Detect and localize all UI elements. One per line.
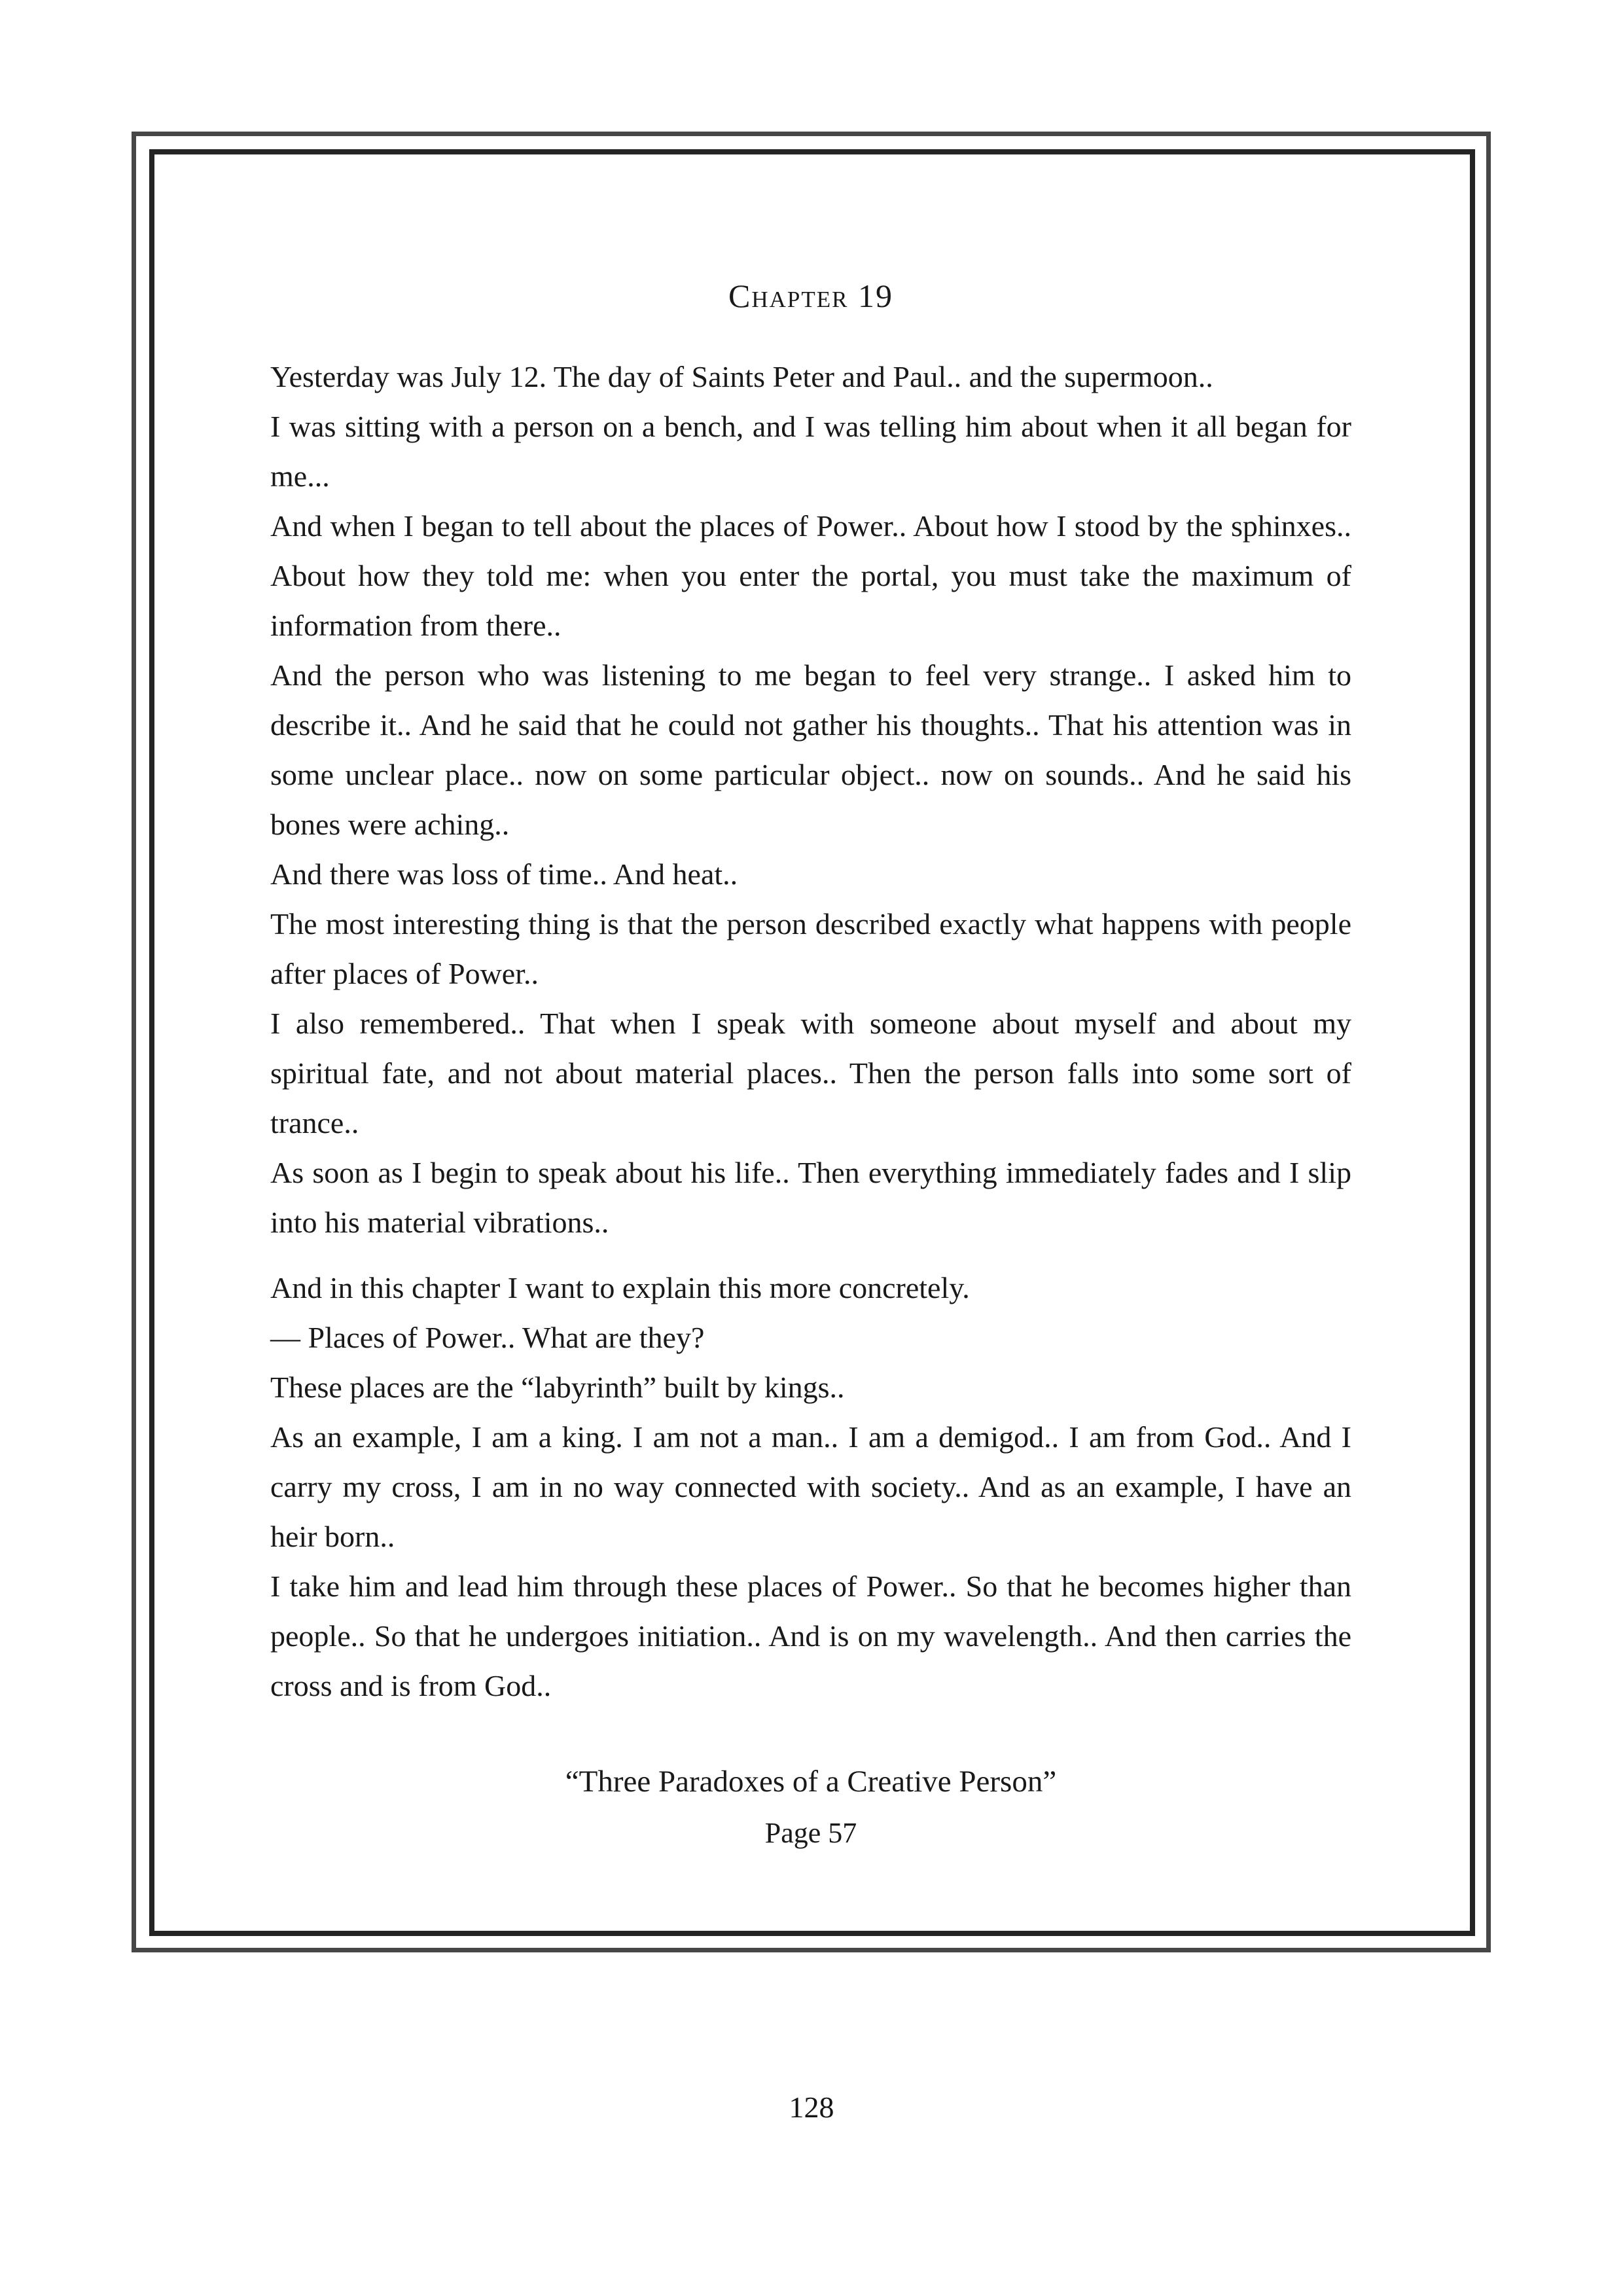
body-paragraph: As an example, I am a king. I am not a man.. I am a demigod.. I am from God.. And I carry my cross, I am in no way connected with society.. And as an example, I have an heir born.. [270,1420,1351,1553]
body-paragraph: As soon as I begin to speak about his life.. Then everything immediately fades and I slip into his material vibrations.. [270,1156,1351,1239]
body-paragraph: I was sitting with a person on a bench, and I was telling him about when it all began for me... [270,410,1351,493]
body-paragraph: And the person who was listening to me began to feel very strange.. I asked him to describe it.. And he said that he could not gather his thoughts.. That his attention was in some unclear place.. now on some particular object.. now on sounds.. And he said his bones were aching.. [270,658,1351,841]
body-paragraph: — Places of Power.. What are they? [270,1321,705,1354]
chapter-heading: Chapter 19 [728,278,893,314]
body-paragraph: And in this chapter I want to explain this more concretely. [270,1271,970,1304]
body-paragraph: And there was loss of time.. And heat.. [270,857,738,891]
closing-quote-title: “Three Paradoxes of a Creative Person” [565,1765,1057,1799]
body-paragraph: And when I began to tell about the places of Power.. About how I stood by the sphinxes.. About how they told me: when you enter the portal, you must take the maximum of information from there.. [270,509,1351,642]
text-column [270,276,1351,1856]
folio-page-number: 128 [789,2090,834,2124]
body-paragraph: These places are the “labyrinth” built by kings.. [270,1371,845,1404]
closing-page-reference: Page 57 [764,1817,857,1849]
body-paragraph: I also remembered.. That when I speak with someone about myself and about my spiritual fate, and not about material places.. Then the person falls into some sort of trance.. [270,1007,1351,1139]
body-paragraph: Yesterday was July 12. The day of Saints Peter and Paul.. and the supermoon.. [270,360,1213,393]
body-paragraph: The most interesting thing is that the person described exactly what happens with people after places of Power.. [270,907,1351,990]
body-paragraph: I take him and lead him through these places of Power.. So that he becomes higher than people.. So that he undergoes initiation.. And is on my wavelength.. And then carries the cross and is from God.. [270,1570,1351,1702]
